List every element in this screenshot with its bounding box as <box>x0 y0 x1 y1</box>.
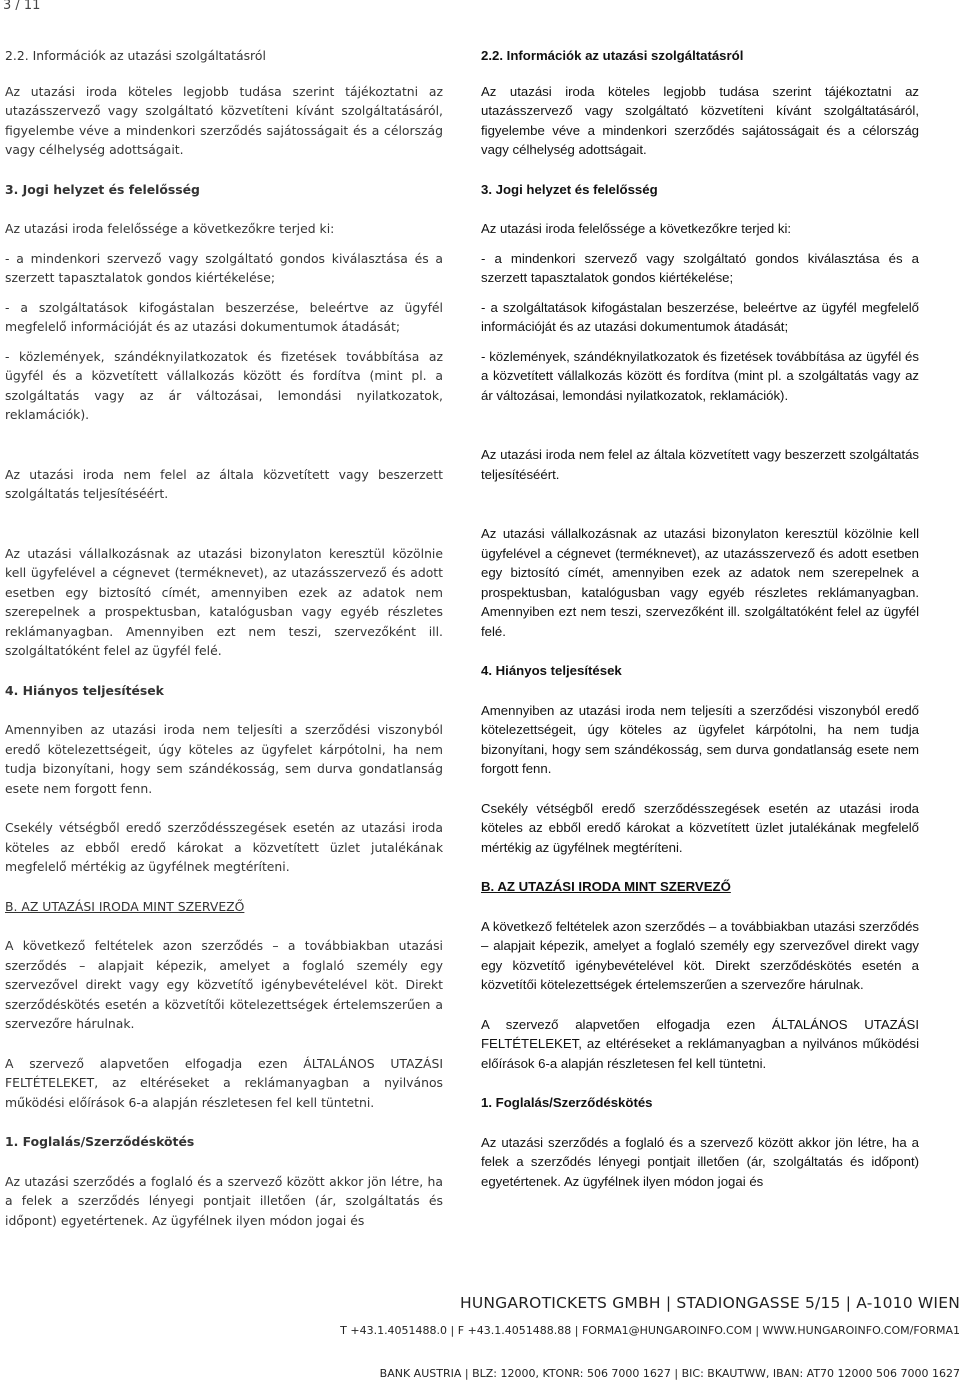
section-3-paragraph-2: Az utazási iroda nem felel az általa közvetített vagy beszerzett szolgáltatás teljesítéséért. <box>481 447 919 482</box>
section-3-item-3: - közlemények, szándéknyilatkozatok és fizetések továbbítása az ügyfél és a közvetített vállalkozás között és fordítva (mint pl. a szolgáltatás vagy az ár változásai, lemondási nyilatkozatok, reklamációk). <box>5 348 443 422</box>
footer-bank-details: BANK AUSTRIA | BLZ: 12000, KTONR: 506 7000 1627 | BIC: BKAUTWW, IBAN: AT70 12000 506 7000 1627 <box>379 1367 960 1380</box>
section-2-2-text: Az utazási iroda köteles legjobb tudása szerint tájékoztatni az utazásszervező vagy szolgáltató közvetíteni kívánt szolgáltatásáról, figyelembe véve a mindenkori szerződés sajátosságait és a célország vagy célhelység adottságait. <box>5 83 443 157</box>
section-3-title: 3. Jogi helyzet és felelősség <box>5 181 200 197</box>
section-b-paragraph-2: A szervező alapvetően elfogadja ezen ÁLTALÁNOS UTAZÁSI FELTÉTELEKET, az eltéréseket a reklámanyagban a nyilvános működési előírások 6-a alapján részletesen fel kell tüntetni. <box>5 1055 443 1110</box>
section-3-paragraph-2: Az utazási iroda nem felel az általa közvetített vagy beszerzett szolgáltatás teljesítéséért. <box>5 466 443 501</box>
section-3-intro: Az utazási iroda felelőssége a következőkre terjed ki: <box>5 221 335 236</box>
section-3-item-2: - a szolgáltatások kifogástalan beszerzése, beleértve az ügyfél megfelelő információját és az utazási dokumentumok átadását; <box>5 299 443 334</box>
section-3-item-2: - a szolgáltatások kifogástalan beszerzése, beleértve az ügyfél megfelelő információját és az utazási dokumentumok átadását; <box>481 299 919 334</box>
right-column <box>481 46 919 1191</box>
section-4-paragraph-2: Csekély vétségből eredő szerződésszegések esetén az utazási iroda köteles az ebből eredő károkat a közvetített üzlet jutalékának megfelelő mértékig az ügyfélnek megtéríteni. <box>481 800 919 855</box>
section-3-item-1: - a mindenkori szervező vagy szolgáltató gondos kiválasztása és a szerzett tapasztalatok gondos kiértékelése; <box>481 250 919 285</box>
section-2-2-title: 2.2. Információk az utazási szolgáltatásról <box>481 48 744 63</box>
section-3-title: 3. Jogi helyzet és felelősség <box>481 181 658 197</box>
section-4-paragraph-2: Csekély vétségből eredő szerződésszegések esetén az utazási iroda köteles az ebből eredő károkat a közvetített üzlet jutalékának megfelelő mértékig az ügyfélnek megtéríteni. <box>5 820 443 874</box>
section-1-paragraph-1: Az utazási szerződés a foglaló és a szervező között akkor jön létre, ha a felek a szerződés lényegi pontjait illetően (ár, szolgáltatás és időpont) egyetértenek. Az ügyfélnek ilyen módon jogai és <box>5 1173 443 1228</box>
section-1-title: 1. Foglalás/Szerződéskötés <box>481 1095 653 1110</box>
section-3-item-1: - a mindenkori szervező vagy szolgáltató gondos kiválasztása és a szerzett tapasztalatok gondos kiértékelése; <box>5 250 443 285</box>
left-column <box>5 46 443 1230</box>
footer-company-address: HUNGAROTICKETS GMBH | STADIONGASSE 5/15 | A-1010 WIEN <box>459 1294 960 1312</box>
section-2-2-title: 2.2. Információk az utazási szolgáltatásról <box>5 48 266 63</box>
section-4-title: 4. Hiányos teljesítések <box>5 682 164 698</box>
section-1-title: 1. Foglalás/Szerződéskötés <box>5 1134 195 1149</box>
footer-contact: T +43.1.4051488.0 | F +43.1.4051488.88 | FORMA1@HUNGAROINFO.COM | WWW.HUNGAROINFO.COM/FORMA1 <box>340 1324 960 1337</box>
section-3-paragraph-3: Az utazási vállalkozásnak az utazási bizonylaton keresztül közölnie kell ügyfelével a cégnevet (terméknevet), az utazásszervező és adott esetben egy biztosító címét, amennyiben ezek az adatok nem szerepelnek a prospektusban, katalógusban vagy egyéb részletes reklámanyagban. Amennyiben ezt nem teszi, szervezőként ill. szolgáltatóként felel az ügyfél felé. <box>481 526 919 639</box>
section-4-paragraph-1: Amennyiben az utazási iroda nem teljesíti a szerződési viszonyból eredő kötelezettségeit, úgy köteles az ügyfelet kárpótolni, ha nem tudja bizonyítani, hogy sem szándékosság, sem durva gondatlanság esete nem forgott fenn. <box>5 722 443 796</box>
page-number: 3 / 11 <box>3 0 41 13</box>
section-3-intro: Az utazási iroda felelőssége a következőkre terjed ki: <box>481 221 792 236</box>
section-4-title: 4. Hiányos teljesítések <box>481 663 622 678</box>
section-b-title: B. AZ UTAZÁSI IRODA MINT SZERVEZŐ <box>5 898 245 914</box>
section-b-title: B. AZ UTAZÁSI IRODA MINT SZERVEZŐ <box>481 879 731 894</box>
section-3-item-3: - közlemények, szándéknyilatkozatok és fizetések továbbítása az ügyfél és a közvetített vállalkozás között és fordítva (mint pl. a szolgáltatás vagy az ár változásai, lemondási nyilatkozatok, reklamációk). <box>481 348 919 403</box>
section-b-paragraph-1: A következő feltételek azon szerződés – a továbbiakban utazási szerződés – alapjait képezik, amelyet a foglaló személy egy szervezővel direkt vagy egy közvetítő igénybevételével köt. Direkt szerződéskötés esetén a közvetítői kötelezettségek értelemszerűen a szervezőre hárulnak. <box>481 918 919 992</box>
section-3-paragraph-3: Az utazási vállalkozásnak az utazási bizonylaton keresztül közölnie kell ügyfelével a cégnevet (terméknevet), az utazásszervező és adott esetben egy biztosító címét, amennyiben ezek az adatok nem szerepelnek a prospektusban, katalógusban vagy egyéb részletes reklámanyagban. Amennyiben ezt nem teszi, szervezőként ill. szolgáltatóként felel az ügyfél felé. <box>5 545 443 658</box>
section-b-paragraph-2: A szervező alapvetően elfogadja ezen ÁLTALÁNOS UTAZÁSI FELTÉTELEKET, az eltéréseket a reklámanyagban a nyilvános működési előírások 6-a alapján részletesen fel kell tüntetni. <box>481 1016 919 1071</box>
section-4-paragraph-1: Amennyiben az utazási iroda nem teljesíti a szerződési viszonyból eredő kötelezettségeit, úgy köteles az ügyfelet kárpótolni, ha nem tudja bizonyítani, hogy sem szándékosság, sem durva gondatlanság esete nem forgott fenn. <box>481 702 919 776</box>
section-2-2-text: Az utazási iroda köteles legjobb tudása szerint tájékoztatni az utazásszervező vagy szolgáltató közvetíteni kívánt szolgáltatásáról, figyelembe véve a mindenkori szerződés sajátosságait és a célország vagy célhelység adottságait. <box>481 83 919 157</box>
section-1-paragraph-1: Az utazási szerződés a foglaló és a szervező között akkor jön létre, ha a felek a szerződés lényegi pontjait illetően (ár, szolgáltatás és időpont) egyetértenek. Az ügyfélnek ilyen módon jogai és <box>481 1134 919 1189</box>
section-b-paragraph-1: A következő feltételek azon szerződés – a továbbiakban utazási szerződés – alapjait képezik, amelyet a foglaló személy egy szervezővel direkt vagy egy közvetítő igénybevételével köt. Direkt szerződéskötés esetén a közvetítői kötelezettségek értelemszerűen a szervezőre hárulnak. <box>5 938 443 1031</box>
